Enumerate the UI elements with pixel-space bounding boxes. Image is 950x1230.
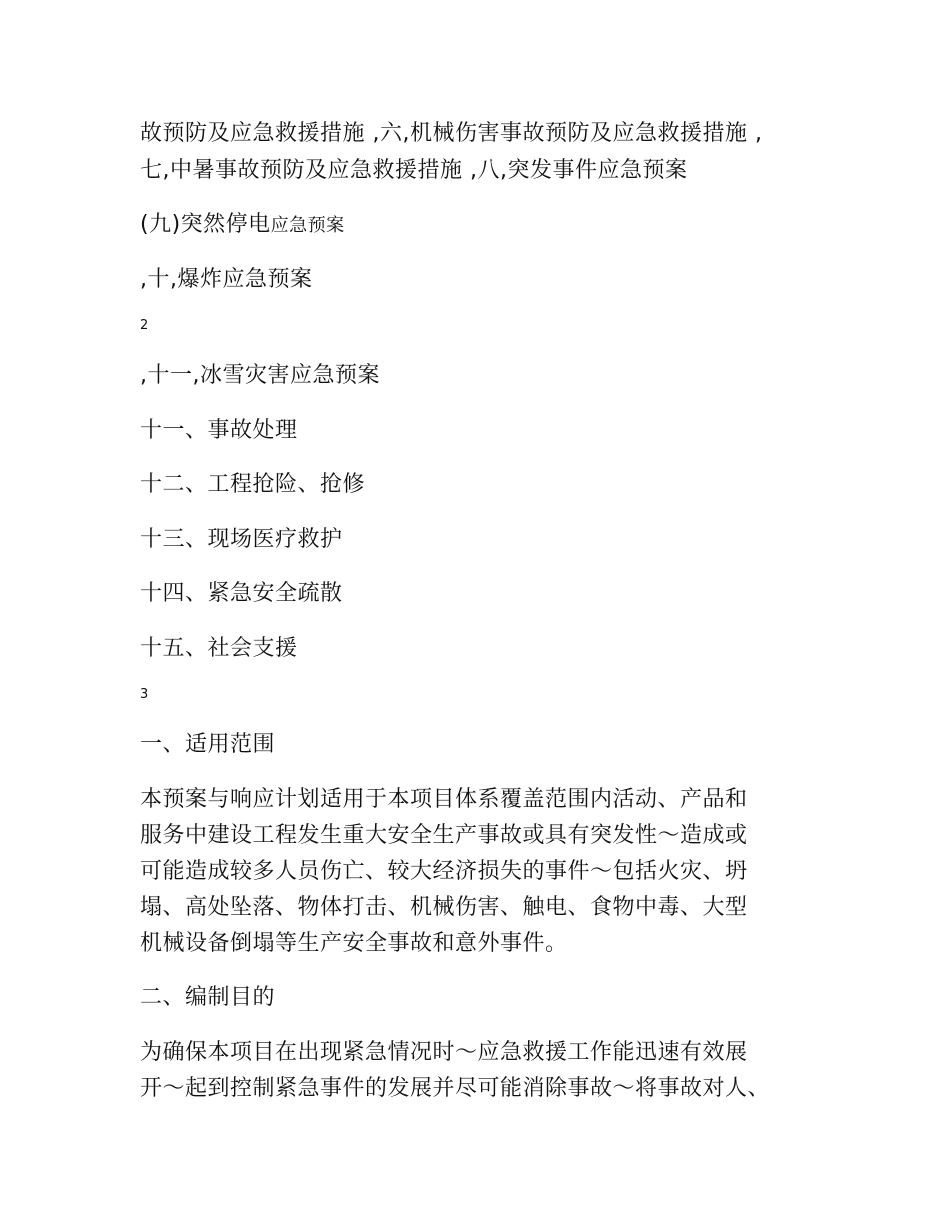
page-number: 2 (140, 318, 149, 333)
paragraph-line: 机械设备倒塌等生产安全事故和意外事件。 (140, 931, 568, 956)
intro-line-1: 故预防及应急救援措施 ,六,机械伤害事故预防及应急救援措施 , (140, 121, 763, 146)
paragraph-line: 开～起到控制紧急事件的发展并尽可能消除事故～将事故对人、 (140, 1076, 771, 1101)
toc-item: 十五、社会支援 (140, 636, 298, 661)
paragraph-line: 服务中建设工程发生重大安全生产事故或具有突发性～造成或 (140, 823, 748, 848)
paragraph-line: 可能造成较多人员伤亡、较大经济损失的事件～包括火灾、坍 (140, 859, 748, 884)
item-nine-main: (九)突然停电 (140, 212, 271, 237)
item-nine-suffix: 应急预案 (270, 215, 345, 236)
toc-item: 十一、事故处理 (140, 418, 298, 443)
section-heading: 二、编制目的 (140, 985, 276, 1010)
item-nine (140, 210, 345, 241)
paragraph-line: 为确保本项目在出现紧急情况时～应急救援工作能迅速有效展 (140, 1040, 748, 1065)
toc-item: 十四、紧急安全疏散 (140, 581, 343, 606)
toc-item: 十三、现场医疗救护 (140, 527, 343, 552)
section-heading: 一、适用范围 (140, 732, 276, 757)
page-number: 3 (140, 687, 149, 702)
toc-item: 十二、工程抢险、抢修 (140, 472, 366, 497)
item-ten: ,十,爆炸应急预案 (140, 267, 313, 292)
intro-line-2: 七,中暑事故预防及应急救援措施 ,八,突发事件应急预案 (140, 158, 688, 183)
paragraph-line: 本预案与响应计划适用于本项目体系覆盖范围内活动、产品和 (140, 787, 748, 812)
toc-item: ,十一,冰雪灾害应急预案 (140, 363, 380, 388)
paragraph-line: 塌、高处坠落、物体打击、机械伤害、触电、食物中毒、大型 (140, 895, 748, 920)
